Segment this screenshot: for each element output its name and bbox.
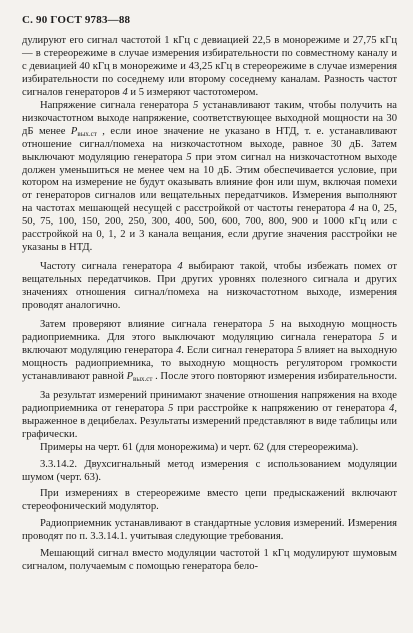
paragraph-2: Напряжение сигнала генератора 5 устанавливают таким, чтобы получить на низкочастотном выходе напряжение, соответствующее выходной мощности на 30 дБ менее $P_{вых.ст}$ , если иное значение не указано в НТД, т. е. устанавливают отношение сигнал/помеха на низкочастотном выходе, равное 30 дБ. Затем выключают модуляцию генератора 5 при этом сигнал на низкочастотном выходе должен уменьшиться не менее чем на 10 дБ. Этим обеспечивается условие, при котором на измерение не будут оказывать влияние фон или шум, включая помехи от генераторов сигналов или вещательных передатчиков. Измерения выполняют на частотах мешающей несущей с расстройкой от частоты генератора 4 на 0, 25, 50, 75, 100, 150, 200, 250, 300, 400, 500, 600, 700, 800, 900 и 1000 кГц или с расстройкой на 0, 1, 2 и 3 канала вещания, если другие значения расстройки не указаны в НТД. — [22, 99, 397, 254]
paragraph-8: При измерениях в стереорежиме вместо цепи предыскажений включают стереофонический модулятор. — [22, 488, 397, 513]
paragraph-9: Радиоприемник устанавливают в стандартные условия измерений. Измерения проводят по п. 3.3.14.1. учитывая следующие требования. — [22, 518, 397, 543]
page-number: С. 90 — [22, 14, 48, 26]
paragraph-3: Частоту сигнала генератора 4 выбирают такой, чтобы избежать помех от вещательных передатчиков. При других уровнях полезного сигнала и других значениях отношения сигнал/помеха на низкочастотном выходе, измерения проводят аналогично. — [22, 261, 397, 312]
paragraph-7: 3.3.14.2. Двухсигнальный метод измерения с использованием модуляции шумом (черт. 63). — [22, 458, 397, 483]
body-text — [22, 35, 397, 574]
standard-number: ГОСТ 9783—88 — [50, 14, 131, 26]
paragraph-6: Примеры на черт. 61 (для монорежима) и черт. 62 (для стереорежима). — [40, 441, 359, 453]
paragraph-10: Мешающий сигнал вместо модуляции частотой 1 кГц модулируют шумовым сигналом, получаемым с помощью генератора бело- — [22, 548, 397, 573]
paragraph-5: За результат измерений принимают значение отношения напряжения на входе радиоприемника от генератора 5 при расстройке к напряжению от генератора 4, выраженное в децибелах. Результаты измерений представляют в виде таблицы или графически. — [22, 389, 397, 440]
page-header — [22, 14, 397, 26]
paragraph-1: дулируют его сигнал частотой 1 кГц с девиацией 22,5 в монорежиме и 27,75 кГц — в стереорежиме в случае измерения избирательности по совместному каналу и с девиацией 40 кГц в монорежиме и 43,25 кГц в стереорежиме в случае измерения избирательности по соседнему или второму соседнему каналам. Разность частот сигналов генераторов 4 и 5 измеряют частотомером. — [22, 35, 397, 98]
paragraph-4: Затем проверяют влияние сигнала генератора 5 на выходную мощность радиоприемника. Для этого выключают модуляцию сигнала генератора 5 и включают модуляцию генератора 4. Если сигнал генератора 5 влияет на выходную мощность радиоприемника, то выходную мощность регулятором громкости устанавливают равной $P_{вых.ст}$ . После этого повторяют измерения избирательности. — [22, 319, 397, 383]
